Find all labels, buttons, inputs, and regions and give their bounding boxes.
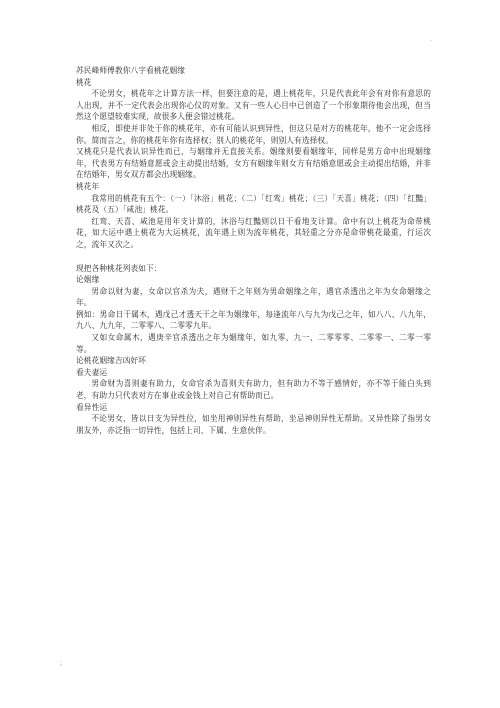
paragraph: 红鸾、天喜、咸池是用年支计算的，沐浴与红豔则以日干看地支计算。命中有以上桃花为命带桃花，如大运中遇上桃花为大运桃花，流年遇上则为流年桃花，其轻重之分亦是命带桃花最重，行运次之，流年又次之。	[76, 216, 431, 249]
paragraph: 例如：男命日干属木，遇戊己才透天干之年为姻缘年，每逢流年八与九为戊己之年，如八八、八九年，九八、九九年，二零零八、二零零九年。	[76, 309, 431, 331]
section-heading-yixing: 看异性运	[76, 402, 108, 412]
paragraph: 男命以财为妻，女命以官杀为夫，遇财干之年则为男命姻缘之年，遇官杀透出之年为女命姻缘之年。	[76, 286, 431, 308]
paragraph-gap	[76, 251, 431, 263]
paragraph: 不论男女，桃花年之计算方法一样，但要注意的是，遇上桃花年，只是代表此年会有对你有意思的人出现，并不一定代表会出现你心仪的对象。又有一些人心目中已创造了一个形象期待他会出现，但当然这个愿望较难实现，故很多人便会错过桃花。	[76, 89, 431, 122]
page-corner-mark: ;	[60, 660, 63, 667]
article-body	[76, 65, 431, 436]
paragraph: 又如女命属木，遇庚辛官杀透出之年为姻缘年，如九零、九一、二零零零、二零零一、二零一零等。	[76, 333, 431, 354]
paragraph: 又桃花只是代表认识异性而已，与姻缘并无直接关系。姻缘则要看姻缘年，同样是男方命中出现姻缘年，代表男方有结婚意愿或会主动提出结婚，女方有姻缘年则女方有结婚意愿或会主动提出结婚，并非在结婚年，男女双方都会出现姻缘。	[76, 147, 431, 180]
paragraph: 现把各种桃花列表如下：	[76, 263, 162, 273]
section-heading-taohua-year: 桃花年	[76, 181, 100, 191]
paragraph: 我常用的桃花有五个：（一）「沐浴」桃花；（二）「红鸾」桃花；（三）「天喜」桃花；（四）「红豔」桃花及（五）「咸池」桃花。	[76, 193, 431, 215]
document-title: 苏民峰师傅教你八字看桃花姻缘	[76, 66, 186, 75]
page-corner-mark: .	[430, 36, 432, 43]
paragraph: 男命财为喜则妻有助力，女命官杀为喜则夫有助力，但有助力不等于感情好，亦不等于能白头到老，有助力只代表对方在事业或金钱上对自己有帮助而已。	[76, 379, 431, 401]
section-heading-fuqi: 看夫妻运	[76, 367, 108, 377]
paragraph: 不论男女，皆以日支为异性位，如坐用神则异性有帮助，坐忌神则异性无帮助。又异性除了指男女朋友外，亦泛指一切异性，包括上司、下属、生意伙伴。	[76, 414, 431, 435]
section-heading-lun-yinyuan: 论姻缘	[76, 275, 100, 285]
paragraph: 相反，即使并非处于你的桃花年，亦有可能认识到异性，但这只是对方的桃花年，他不一定会选择你。简而言之，你的桃花年你有选择权；别人的桃花年，则别人有选择权。	[76, 123, 431, 145]
section-heading-jixiong: 论桃花姻缘吉凶好坏	[76, 356, 147, 366]
section-heading-taohua: 桃花	[76, 77, 92, 87]
